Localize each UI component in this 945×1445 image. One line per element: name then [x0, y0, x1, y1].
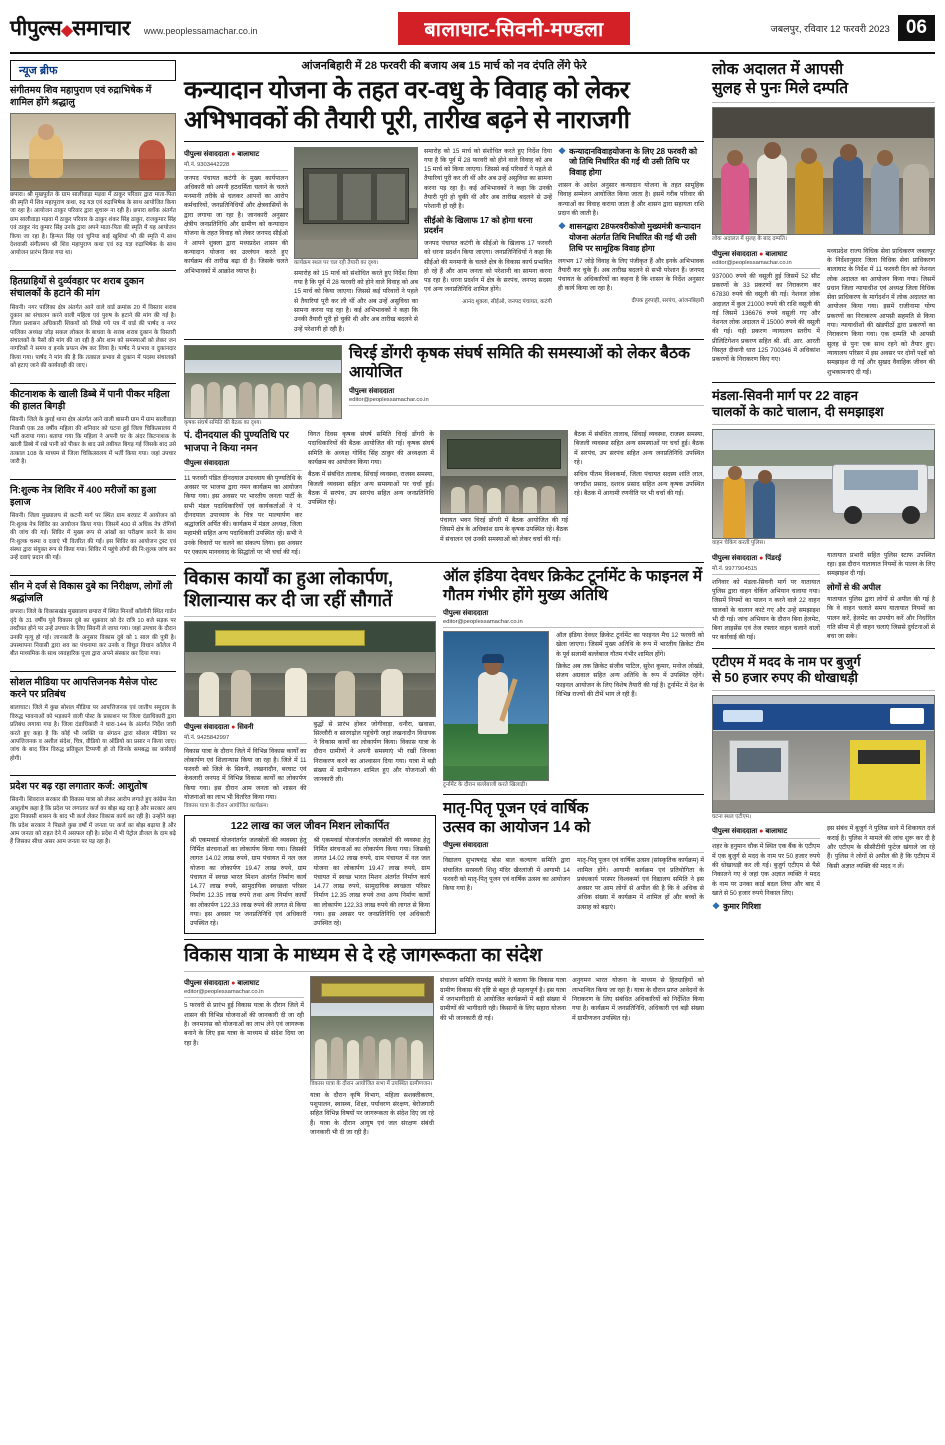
vikas-col2: बुद्धों से प्रारंभ होकर जोगीवाड़ा, धनौरा, खवासा, सिल्लौरी व सारगढ़ोल पहुंचेगी जहां लखनादौन विधायक ने विकास कार्यों का लोकार्पण किया। विकास यात्रा के दौरान ग्रामीणों ने अपनी समस्याएं भी रखीं जिनका निराकरण करने का आश्वासन दिया गया। यात्रा में बड़ी संख्या में ग्रामीणजन शामिल हुए और योजनाओं की जानकारी ली। [313, 720, 436, 784]
brief-photo [10, 113, 176, 191]
mandla-subhead: लोगों से की अपील [827, 582, 881, 592]
mandla-headline-line2: चालकों के काटे चालान, दी समझाइश [712, 404, 884, 420]
byline-email[interactable]: editor@peoplessamachar.co.in [184, 989, 264, 996]
edition-name: बालाघाट-सिवनी-मण्डला [398, 12, 629, 45]
brief-item [10, 276, 176, 371]
lead-bullet2-text: लगभग 17 जोड़े विवाह के लिए पंजीकृत हैं और इनके अभिभावक तैयारी कर चुके हैं। अब तारीख बदलने से सभी परेशान हैं। जनपद पंचायत के अधिकारियों का कहना है कि शासन के निर्देश अनुसार ही कार्य किया जा रहा है। [558, 257, 704, 293]
story-row-vikas-cricket [184, 568, 704, 933]
chirai-col3: बैठक में संबंधित तालाब, सिंचाई व्यवस्था, राजस्व समस्या, बिजली व्यवस्था सहित अन्य समस्याओं पर चर्चा हुई। बैठक में सरपंच, उप सरपंच सहित अन्य जनप्रतिनिधि उपस्थित रहे। [574, 431, 704, 467]
lok-adalat-col1: 937000 रुपये की वसूली हुई जिसमें 52 सीट प्रकरणों के 33 प्रकरणों का निराकरण कर 67830 रुपये की वसूली की गई। नेशनल लोक अदालत में कुल 21000 रुपये की राशि वसूली की गई जिसमें 136676 रुपये वसूली गए और नेशनल लोक अदालत में 15000 रुपये की वसूली की गई। यही प्रकरण न्यायालय स्तरीय में प्रीलिटिगेशन प्रकरण सहित श्री. सी. आर. आरती विस्तृत दीवानी धारा 125 700346 में अधिकांश प्रकरणों के निराकरण किए गए। [712, 272, 820, 364]
matru-col1: विद्यालय सुभाषचंद्र बोस बाल कल्याण समिति द्वारा संचालित सरस्वती शिशु मंदिर खैरलांजी में आगामी 14 फरवरी को मातृ-पितृ पूजन एवं वार्षिक उत्सव का आयोजन किया गया है। [443, 857, 570, 893]
byline-phone: मो.नं. 9977904515 [712, 565, 758, 572]
logo-main: पीपुल्स [10, 17, 62, 40]
byline: पीपुल्स संवाददाता [349, 387, 395, 395]
byline-phone: मो.नं. 9425842997 [184, 734, 230, 741]
news-brief-column [10, 60, 176, 1430]
lead-bullet2-signature: दीपक हुरपाही, सरपंच, आंजनबिहारी [631, 297, 704, 304]
logo-dot-icon: ◆ [61, 22, 73, 39]
cricket-photo-caption: टूर्नामेंट के दौरान बल्लेबाजी करते खिलाड़ी। [443, 782, 528, 789]
atm-headline-line2: से 50 हजार रुपए की धोखाधड़ी [712, 669, 858, 685]
yatra-col4: अनुगमन भारत योजना के माध्यम से हितग्राहियों को लाभान्वित किया जा रहा है। यात्रा के दौरान प्राप्त आवेदनों के निराकरण के लिए संबंधित अधिकारियों को निर्देशित किया गया है। कार्यक्रम में जनप्रतिनिधि, अधिकारी एवं बड़ी संख्या में ग्रामीणजन उपस्थित रहे। [572, 977, 704, 1022]
brief-text: सिवनी। नगर पालिका क्षेत्र अंतर्गत आने वाले वार्ड क्रमांक 20 में विस्तार शराब दुकान का संचालन करने वाली महिला एवं पुरुष के हटाने की मांग की गई है। जिला प्रशासन अधिकारी शिकयों को लिखे गये पत्र में वार्ड की पार्षद व नगर पालिका अध्यक्ष जोड़ सकल लोकल के बाधवा के शराब शराब दुकान के विस्तारी संचालकों के पैसों की मांग की जा रही है और शाम को समस्याओं को लेकर जन नागरिकों ने समय व इनके प्रयत्न शेष कर लिया है। पार्षद ने प्रभाव व दुकानदार किया गया। पार्षद ने मांग की है कि तत्काल प्रभाव से दुकान में पदस्थ संचालकों को हटाए जाने की कार्यवाही की जाए। [10, 304, 176, 370]
chirai-col4: सचिव पीतम विश्वकर्मा, जिला पंचायत सदस्य शांति लाल, जगदीश प्रसाद, दशरथ प्रसाद सहित अन्य कृषक उपस्थित रहे। बैठक में आगामी रणनीति पर भी चर्चा की गई। [574, 471, 704, 497]
cricket-headline: ऑल इंडिया देवधर क्रिकेट टूर्नामेंट के फाइनल में गौतम गंभीर होंगे मुख्य अतिथि [443, 568, 703, 605]
inset-text-b: श्री एकमवार्ड योजनांतर्गत जलस्रोतों की व्यवस्था हेतु निर्मित संरचनाओं का लोकार्पण किया गया। जिसकी लागत 14.02 लाख रुपये, ग्राम पंचायत में नल जल योजना का लोकार्पण 19.47 लाख रुपये, ग्राम पंचायत में स्वच्छ भारत मिशन अंतर्गत निर्माण कार्य 14.77 लाख रुपये, सामुदायिक स्वच्छता परिसर निर्माण 12.35 लाख रुपये तथा अन्य निर्माण कार्यों का लोकार्पण 122.33 लाख रुपये की लागत से किया गया। इस अवसर पर जनप्रतिनिधि एवं अधिकारी उपस्थित रहे। [313, 836, 430, 928]
vikas-inset [184, 815, 436, 934]
inset-title: 122 लाख का जल जीवन मिशन लोकार्पित [230, 819, 390, 832]
mandla-col1: शनिवार को मंडला-सिवनी मार्ग पर यातायात पुलिस द्वारा वाहन चेकिंग अभियान चलाया गया। जिसमें नियमों का पालन न करने वाले 22 वाहन चालकों के चालान काटे गए और उन्हें समझाइश भी दी गई। जांच अभियान के दौरान बिना हेलमेट, बिना लाइसेंस एवं तेज रफ्तार वाहन चलाने वालों पर कार्रवाई की गई। [712, 578, 820, 642]
lead-headline-line1: कन्यादान योजना के तहत वर-वधु के विवाह को लेकर [184, 76, 630, 104]
mandla-headline-line1: मंडला-सिवनी मार्ग पर 22 वाहन [712, 387, 858, 403]
inset-text-a: श्री एकमवार्ड योजनांतर्गत जलस्रोतों की व्यवस्था हेतु निर्मित संरचनाओं का लोकार्पण किया गया। जिसकी लागत 14.02 लाख रुपये, ग्राम पंचायत में नल जल योजना का लोकार्पण 19.47 लाख रुपये, ग्राम पंचायत में स्वच्छ भारत मिशन अंतर्गत निर्माण कार्य 14.77 लाख रुपये, सामुदायिक स्वच्छता परिसर निर्माण 12.35 लाख रुपये तथा अन्य निर्माण कार्यों का लोकार्पण 122.33 लाख रुपये की लागत से किया गया। इस अवसर पर जनप्रतिनिधि एवं अधिकारी उपस्थित रहे। [190, 836, 307, 928]
lead-bullet2-head: ❖ शासनद्वारा 28फरवरीकोजो मुख्यमंत्री कन्यादान योजना अंतर्गत तिथि निर्धारित की गई थी उसी तिथि पर सामूहिक विवाह होगा [558, 221, 701, 253]
byline: पीपुल्स संवाददाता [443, 610, 489, 618]
brief-item [10, 781, 176, 847]
story-mandla [712, 388, 935, 643]
bullet-icon: ❖ [558, 221, 567, 232]
logo [10, 14, 130, 42]
lead-bullet1-text: शासन के आदेश अनुसार कन्यादान योजना के तहत सामूहिक विवाह सम्मेलन आयोजित किया जाता है। इसमें गरीब परिवार की कन्याओं का विवाह कराया जाता है और शासन द्वारा सहायता राशि प्रदान की जाती है। [558, 181, 704, 217]
lead-headline-line2: अभिभावकों की तैयारी पूरी, तारीख बढ़ने से नाराजगी [184, 107, 630, 135]
chirai-col1b: बैठक में संबंधित तालाब, सिंचाई व्यवस्था, राजस्व समस्या, बिजली व्यवस्था सहित अन्य समस्याओं पर चर्चा हुई। बैठक में सरपंच, उप सरपंच सहित अन्य जनप्रतिनिधि उपस्थित रहे। [308, 471, 434, 507]
lead-photo-caption: कार्यक्रम स्थल पर चल रही तैयारी का दृश्य। [294, 259, 379, 266]
deendayal-text: 11 फरवरी पंडित दीनदयाल उपाध्याय की पुण्यतिथि के अवसर पर भाजपा द्वारा नमन कार्यक्रम का आयोजन किया गया। इस अवसर पर भारतीय जनता पार्टी के सभी मंडल पदाधिकारियों एवं कार्यकर्ताओं ने पं. दीनदयाल उपाध्याय के चित्र पर माल्यार्पण कर श्रद्धांजलि अर्पित की। कार्यक्रम में मंडल अध्यक्ष, जिला महामंत्री सहित अन्य पदाधिकारी उपस्थित रहे। सभी ने उनके विचारों पर चलने का संकल्प लिया। इस अवसर पर एकात्म मानववाद के सिद्धांतों पर भी चर्चा की गई। [184, 474, 302, 557]
lok-adalat-headline-line1: लोक अदालत में आपसी [712, 61, 844, 78]
byline: पीपुल्स संवाददाता [184, 459, 230, 467]
bullet-icon: ❖ [558, 145, 567, 156]
byline: पीपुल्स संवाददाता ● बालाघाट [184, 150, 260, 158]
story-yatra [184, 945, 704, 1138]
site-url[interactable]: www.peoplessamachar.co.in [143, 26, 258, 36]
matru-headline-line2: उत्सव का आयोजन 14 को [443, 819, 591, 837]
lead-bullet1-head: ❖ कन्यादानविवाहयोजना के लिए 28 फरवरी को जो तिथि निर्धारित की गई थी उसी तिथि पर विवाह होगा [558, 145, 698, 178]
brief-text: सिवनी। जिले के कुरई थाना क्षेत्र अंतर्गत आने वाली बासनी ग्राम में ग्राम सालीवाड़ा निवासी एक 28 वर्षीय महिला की शनिवार को घटना हुई जिला चिकित्सालय में भर्ती कराया गया। बताया गया कि महिला ने अपनी घर के अंदर किटनाशक के खाली डिब्बे में रखे पानी को पीकर के बाद उसे तबीयत बिगड़ गई जिसके बाद उसे तत्काल 108 के माध्यम से जिला चिकित्सालय में भर्ती किया गया। जहां उपचार जारी है। [10, 417, 176, 466]
brief-title: प्रदेश पर बढ़ रहा लगातार कर्ज: आशुतोष [10, 781, 148, 793]
brief-title: कीटनाशक के खाली डिब्बे में पानी पीकर महिला की हालत बिगड़ी [10, 388, 170, 412]
main-column [184, 60, 704, 1430]
lead-col2b: समारोह को 15 मार्च को संशोधित करते हुए निर्देश दिया गया है कि पूर्व में 28 फरवरी को होने वाले विवाह को अब 15 मार्च को किया जाएगा। जिससे कई परिवारों ने पहले से तैयारियां पूरी कर ली थीं और अब उन्हें असुविधा का सामना करना पड़ रहा है। कई अभिभावकों ने कहा कि उनकी तैयारी पूरी हो चुकी थी और अब तारीख बदलने से उन्हें परेशानी हो रही है। [424, 147, 552, 211]
brief-item [10, 485, 176, 563]
atm-col1: शहर के हनुमान चौक में स्थित एक बैंक के एटीएम में एक बुजुर्ग से मदद के नाम पर 50 हजार रुपये की धोखाधड़ी कर ली गई। बुजुर्ग एटीएम से पैसे निकालने गए थे जहां एक अज्ञात व्यक्ति ने मदद के नाम पर उनका कार्ड बदल लिया और बाद में खाते से 50 हजार रुपये निकाल लिए। [712, 843, 820, 897]
lead-col2: समारोह को 15 मार्च को संशोधित करते हुए निर्देश दिया गया है कि पूर्व में 28 फरवरी को होने वाले विवाह को अब 15 मार्च को किया जाएगा। जिससे कई परिवारों ने पहले से तैयारियां पूरी कर ली थीं और अब उन्हें असुविधा का सामना करना पड़ रहा है। कई अभिभावकों ने कहा कि उनकी तैयारी पूरी हो चुकी थी और अब तारीख बदलने से उन्हें परेशानी हो रही है। [294, 269, 418, 333]
byline-email[interactable]: editor@peoplessamachar.co.in [443, 619, 523, 626]
story-cricket [443, 568, 704, 933]
mandla-photo [712, 429, 935, 539]
page-number: 06 [898, 15, 935, 41]
chirai-photo-caption: कृषक संघर्ष समिति की बैठक का दृश्य। [184, 419, 262, 426]
story-lok-adalat [712, 60, 935, 377]
vikas-col1: विकास यात्रा के दौरान जिले में विभिन्न विकास कार्यों का लोकार्पण एवं शिलान्यास किया जा रहा है। जिले में 11 फरवरी को जिले के सिवनी, लखनादौन, बरघाट एवं केवलारी जनपद में विभिन्न विकास कार्यों का लोकार्पण किया गया। इस दौरान आम जनता को शासन की योजनाओं का लाभ भी वितरित किया गया। [184, 747, 307, 801]
vikas-photo-caption: विकास यात्रा के दौरान आयोजित कार्यक्रम। [184, 803, 269, 810]
vikas-headline-line1: विकास कार्यों का हुआ लोकार्पण, [184, 568, 393, 589]
story-atm [712, 654, 935, 913]
brief-title: सोशल मीडिया पर आपत्तिजनक मैसेज पोस्ट करने पर प्रतिबंध [10, 676, 158, 701]
brief-item [10, 581, 176, 659]
bullet-icon: ❖ [712, 901, 721, 912]
atm-photo [712, 695, 935, 813]
cricket-col2: क्रिकेट अब तक क्रिकेट संजीव पाटिल, सुरेश कुमार, मनोज लोखंडे, संजय अग्रवाल सहित अन्य अतिथि के रूप में उपस्थित रहेंगे। फाइनल आयोजन के लिए विशेष तैयारी की गई है। टूर्नामेंट में देश के विभिन्न राज्यों की टीमें भाग ले रही हैं। [556, 663, 704, 698]
brief-title: नि:शुल्क नेत्र शिविर में 400 मरीजों का हुआ इलाज [10, 484, 157, 508]
lok-adalat-headline-line2: सुलह से पुनः मिले दम्पति [712, 80, 849, 98]
atm-signature: ❖ कुमार गिरिशा [712, 901, 762, 912]
brief-text: छपारा। श्री मुखपुर्वत के ग्राम सालीवाड़ा मड़वा में ठाकुर परिवार द्वारा माता-पिता की स्मृति में शिव महापुराण कथा, रुद्र यज्ञ एवं रुद्राभिषेक के साथ आयोजित किया जा रहा है। आयोजन ठाकुर परिवार द्वारा सुचारू ना रही है। छपारा ब्लॉक अंतर्गत ग्राम सालीवाड़ा मड़वा में ठाकुर परिवार के ठाकुर शंकर सिंह ठाकुर, राजकुमार सिंह एवं ठाकुर नंद कुमार सिंह उनके द्वारा अपने माता-पिता की स्मृति में यह आयोजन किया जा रहा है। हिन्मत सिंह एवं चुनिया बाई खुशियां भी की स्मृति में साथ देशवासी संगीतमय श्री शिव महापुराण कथा एवं रुद्र यज्ञ रुद्राभिषेक के साथ आयोजन प्रारंभ किया गया था। [10, 191, 176, 257]
matru-col2: मातृ-पितृ पूजन एवं वार्षिक उत्सव (सांस्कृतिक कार्यक्रम) में शामिल होंगे। आगामी कार्यक्रम एवं प्रतियोगिता के प्रबंधकार्य परस्पर विश्वकर्मा एवं विद्यालय समिति ने इस अवसर पर आम लोगों से अपील की है कि वे अधिक से अधिक संख्या में कार्यक्रम में शामिल हों और बच्चों के उत्साह को बढ़ाएं। [577, 857, 704, 911]
atm-headline-line1: एटीएम में मदद के नाम पर बुजुर्ग [712, 653, 861, 669]
vikas-headline-line2: शिलान्यास कर दी जा रहीं सौगातें [184, 589, 393, 610]
lead-kicker: आंजनबिहारी में 28 फरवरी की बजाय अब 15 मार्च को नव दंपति लेंगे फेरे [301, 60, 587, 72]
chirai-photo-right [440, 430, 568, 514]
yatra-col2: यात्रा के दौरान कृषि विभाग, महिला सशक्तीकरण, पशुपालन, स्वास्थ्य, शिक्षा, पर्यावरण संरक्षण, बेरोजगारी सहित विभिन्न विषयों पर जागरूकता के संदेश दिए जा रहे हैं। यात्रा के दौरान आयुष एवं जल संरक्षण संबंधी जानकारी भी दी जा रही है। [310, 1091, 434, 1136]
lead-story [184, 60, 704, 334]
mandla-photo-caption: वाहन चेकिंग करती पुलिस। [712, 540, 766, 547]
story-vikas [184, 568, 436, 933]
byline: पीपुल्स संवाददाता ● बालाघाट [712, 250, 788, 258]
byline: पीपुल्स संवाददाता ● सिवनी [184, 723, 254, 731]
yatra-col3: संचालन समिति रामचंद्र बसोरे ने बताया कि विकास यात्रा ग्रामीण विकास की दृष्टि से बहुत ही महत्वपूर्ण है। इस यात्रा में जनभागीदारी से आयोजित कार्यक्रमों में बड़ी संख्या में ग्रामीणों की भागीदारी रही। किसानों के लिए सहारा योजना की भी जानकारी दी गई। [440, 977, 566, 1022]
news-brief-label: न्यूज ब्रीफ [10, 60, 176, 81]
mandla-col2: यातायात प्रभारी सहित पुलिस स्टाफ उपस्थित रहा। इस दौरान यातायात नियमों के पालन के लिए समझाइश दी गई। [827, 551, 935, 578]
cricket-photo [443, 631, 549, 781]
brief-title: संगीतमय शिव महापुराण एवं रुद्राभिषेक में शामिल होंगे श्रद्धालु [10, 85, 152, 109]
yatra-photo [310, 976, 434, 1080]
lead-col3-signature: आनंद शुक्ला, सीईओ, जनपद पंचायत, कटंगी [462, 298, 552, 305]
right-column [712, 60, 935, 1430]
lok-adalat-photo [712, 107, 935, 235]
chirai-col2: पंचायत भवन चिरई डोंगरी में बैठक आयोजित की गई जिसमें क्षेत्र के अधिकांश ग्राम के कृषक उपस्थित रहे। बैठक में संचालन एवं उनकी समस्याओं को लेकर चर्चा की गई। [440, 517, 568, 543]
byline: पीपुल्स संवाददाता [443, 842, 489, 850]
edition-band [257, 12, 770, 45]
deendayal-headline: पं. दीनदयाल की पुण्यतिथि पर भाजपा ने किया नमन [184, 430, 289, 454]
lead-col1: जनपद पंचायत कटंगी के मुख्य कार्यपालन अधिकारी को अपनी हठधर्मिता चलाने के चलते मनमानी तरीके से चलकर आपनों का आरोप कर्मचारियों, जनप्रतिनिधियों और क्षेत्रवासियों के द्वारा लगाया जा रहा है। जानकारी अनुसार क्षेत्रीय जनप्रतिनिधि और ग्रामीण को कन्यादान योजना के तहत विवाह को लेकर जनपद सीईओ ने आपने शुक्ला द्वारा मध्यप्रदेश शासन की कन्यादान योजना का उल्लंघन करते हुए कार्यक्रम की तारीख बढ़ा दी है। जिसके चलते अभिभावकों में आक्रोश व्याप्त है। [184, 174, 288, 275]
brief-item [10, 389, 176, 467]
lok-adalat-photo-caption: लोक अदालत में सुलह के बाद दम्पति। [712, 236, 788, 243]
lok-adalat-col2: मध्यप्रदेश राज्य विधिक सेवा प्राधिकरण जबलपुर के निर्देशानुसार जिला विधिक सेवा प्राधिकरण बालाघाट के निर्देश में 11 फरवरी दिन को नेशनल लोक अदालत का आयोजन किया गया। जिसमें प्रधान जिला न्यायाधीश एवं अध्यक्ष जिला विधिक सेवा प्राधिकरण के मार्गदर्शन में लोक अदालत का आयोजन किया गया। इसमें राजीनामा योग्य प्रकरणों का निराकरण आपसी सहमति से किया गया। न्यायाधीशों की खंडपीठों द्वारा प्रकरणों का निराकरण किया गया। एक दम्पति भी आपसी सुलह से पुनः एक साथ रहने को तैयार हुए। न्यायालय परिसर में इस अवसर पर दोनों पक्षों को समझाइश दी गई और सुखद वैवाहिक जीवन की शुभकामनाएं दी गईं। [827, 247, 935, 376]
brief-text: सिवनी। जिला मुख्यालय से कटनी मार्ग पर स्थित ग्राम बरघाट में आयोजन को नि:शुल्क नेत्र शिविर का आयोजन किया गया। जिसमें 400 से अधिक नेत्र रोगियों की जांच की गई। शिविर में मुख्य रूप से आंखों का परीक्षण करने के साथ नि:शुल्क चश्मा व दवाएं भी वितरित की गईं। इस शिविर का आयोजन ट्रस्ट एवं संस्था द्वारा संयुक्त रूप से किया गया। शिविर में पहुंचे लोगों की नि:शुल्क जांच कर उन्हें दवाएं प्रदान की गईं। [10, 513, 176, 562]
yatra-col1: 5 फरवरी से प्रारंभ हुई विकास यात्रा के दौरान जिले में शासन की विभिन्न योजनाओं की जानकारी दी जा रही है। जनमानस को योजनाओं का लाभ लेने एवं जागरूक बनाने के लिए इस यात्रा के माध्यम से संदेश दिया जा रहा है। [184, 1002, 304, 1047]
story-matru [443, 800, 704, 912]
brief-text: बालाघाट। जिले में कुछ सोशल मीडिया पर आपत्तिजनक एवं जातीय समुदाय के विरुद्ध भावनाओं को भड़काने वाली पोस्ट के प्रकाशन पर जिला दंडाधिकारी द्वारा प्रतिबंध लगाया गया है। जिला दंडाधिकारी ने धारा-144 के अंतर्गत निर्देश जारी करते हुए कहा है कि कोई भी व्यक्ति या संगठन द्वारा सोशल मीडिया पर आपत्तिजनक व अशील संदेश, चित्र, वीडियो या ऑडियो का प्रसार न किया जाए। जांच के बाद जिन विरुद्ध प्रतिकूल टिप्पणी हो तो जिनके समबद्ध का कार्रवाई होगी। [10, 705, 176, 762]
story-chirai [184, 345, 704, 557]
logo-sub: समाचार [72, 17, 130, 40]
byline-email[interactable]: editor@peoplessamachar.co.in [712, 259, 792, 266]
vikas-photo [184, 621, 436, 717]
yatra-photo-caption: विकास यात्रा के दौरान आयोजित सभा में उपस्थित ग्रामीणजन। [310, 1081, 433, 1088]
mandla-col3: यातायात पुलिस द्वारा लोगों से अपील की गई है कि वे वाहन चलाते समय यातायात नियमों का पालन करें, हेलमेट का उपयोग करें और निर्धारित गति सीमा में ही वाहन चलाएं जिससे दुर्घटनाओं से बचा जा सके। [827, 596, 935, 641]
masthead [10, 8, 935, 54]
matru-headline-line1: मातृ-पितृ पूजन एवं वार्षिक [443, 800, 589, 818]
brief-title: सीन मे दर्ज से विकास दुबे का निरीक्षण, लोगों ली श्रद्धांजलि [10, 580, 173, 605]
lead-subhead: सीईओ के खिलाफ 17 को होगा धरना प्रदर्शन [424, 215, 533, 236]
cricket-col1: ऑल इंडिया देवधर क्रिकेट टूर्नामेंट का फाइनल मैच 12 फरवरी को खेला जाएगा। जिसमें मुख्य अतिथि के रूप में भारतीय क्रिकेट टीम के पूर्व सलामी बल्लेबाज गौतम गंभीर शामिल होंगे। [556, 632, 704, 658]
chirai-headline: चिरई डोंगरी कृषक संघर्ष समिति की समस्याओं को लेकर बैठक आयोजित [349, 344, 690, 381]
dateline: जबलपुर, रविवार 12 फरवरी 2023 [770, 23, 890, 35]
brief-title: हितग्राहियों से दुर्व्यवहार पर शराब दुकान संचालकों के हटाने की मांग [10, 275, 144, 300]
byline: पीपुल्स संवाददाता ● बालाघाट [184, 980, 260, 988]
lead-photo [294, 147, 418, 259]
chirai-photo-left [184, 345, 342, 419]
byline: पीपुल्स संवाददाता ● बालाघाट [712, 828, 788, 836]
chirai-col1: विगत दिवस कृषक संघर्ष समिति चिरई डोंगरी के पदाधिकारियों की बैठक आयोजित की गई। कृषक संघर्ष समिति के अध्यक्ष गोविंद सिंह ठाकुर की अध्यक्षता में कार्यक्रम का आयोजन किया गया। [308, 431, 434, 467]
atm-col2: इस संबंध में बुजुर्ग ने पुलिस थाने में शिकायत दर्ज कराई है। पुलिस ने मामले की जांच शुरू कर दी है और एटीएम के सीसीटीवी फुटेज खंगाले जा रहे हैं। पुलिस ने लोगों से अपील की है कि एटीएम में किसी अज्ञात व्यक्ति की मदद न लें। [827, 825, 935, 870]
byline-email[interactable]: editor@peoplessamachar.co.in [349, 396, 429, 403]
yatra-headline: विकास यात्रा के माध्यम से दे रहे जागरूकता का संदेश [184, 944, 543, 966]
byline-phone: मो.नं. 9303442228 [184, 161, 230, 168]
brief-item [10, 677, 176, 763]
byline: पीपुल्स संवाददाता ● पिंडरई [712, 554, 782, 562]
brief-text: छपारा। जिले के विकासखंड मुख्यालय छपारा में स्थित मिनर्वो कॉलोनी स्थित गार्डन वृंदे के 31 वर्षीय युवे विकास दुबे का शुक्रवार को देर रात्रि 10 बजे सड़क पर तब्दीयत होने पर उन्हें उपचार के लिए सिवनी ले जाया गया। जहां उपचार के दौरान उनकी मृत्यु हो गई। जानकारी के अनुसार विकास दुबे को 1 साल की पुत्री है। उपस्थापना निवासी द्वारा शव का पंचनामा कर उनके व विधुत विधान कॉलेज में बीत माध्यमिक के साथ व्यवहारिक पूजा द्वारा अपने संस्कार कर दिया गया। [10, 609, 176, 658]
lead-col3: जनपद पंचायत कटंगी के सीईओ के खिलाफ 17 फरवरी को धरना प्रदर्शन किया जाएगा। जनप्रतिनिधियों ने कहा कि सीईओ की मनमानी के चलते क्षेत्र के विकास कार्य प्रभावित हो रहे हैं और आम जनता को परेशानी का सामना करना पड़ रहा है। धरना प्रदर्शन में क्षेत्र के सरपंच, जनपद सदस्य एवं अन्य जनप्रतिनिधि शामिल होंगे। [424, 239, 552, 294]
brief-text: सिवनी। शिवराज सरकार की विकास यात्रा को लेकर आरोप लगाते हुए कांग्रेस नेता आशुतोष कहा है कि प्रदेश पर लगातार कर्ज का बोझ बढ़ रहा है और सरकार आय द्वारा निकासी शासन के बाद भी कर्ज लेकर विकास कार्य कर रही है। उन्होंने कहा कि प्रदेश सरकार ने पिछले कुछ वर्षों में जनता पर कर्ज का बोझ बढ़ाया है और आम जनता को राहत देने में असफल रही है। प्रदेश में भी पेट्रोल डीजल के दाम बढ़े हैं जिसका सीधा असर आम जनता पर पड़ रहा है। [10, 797, 176, 846]
brief-item [10, 85, 176, 258]
atm-photo-caption: घटना स्थल एटीएम। [712, 814, 752, 821]
page-grid [10, 60, 935, 1430]
